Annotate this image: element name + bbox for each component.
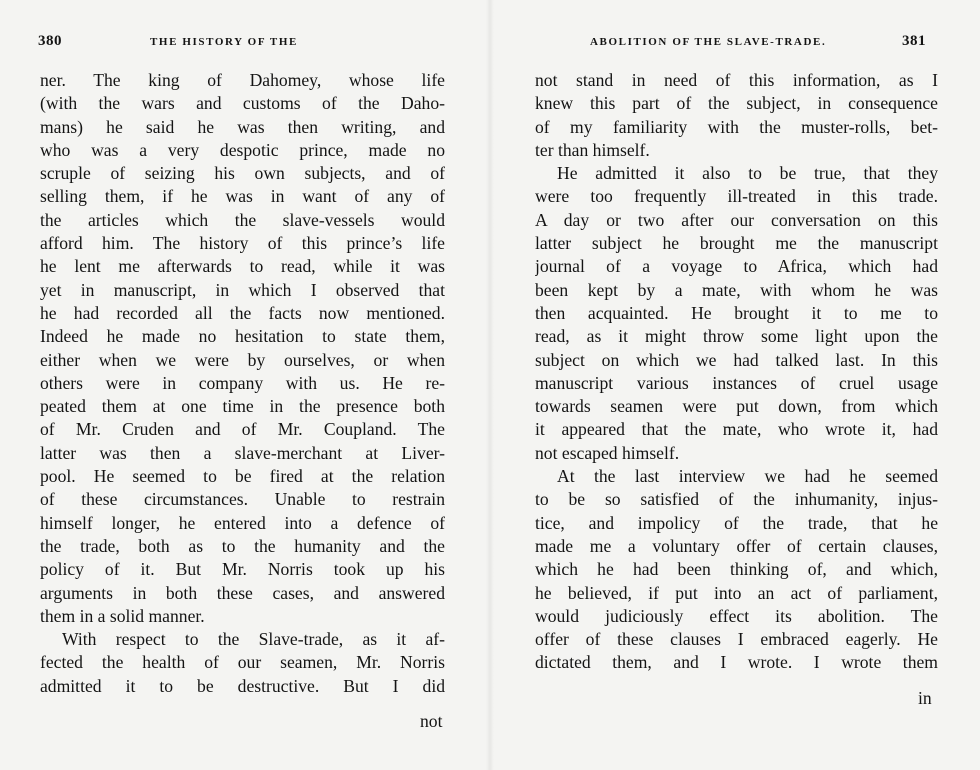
text-line: not escaped himself. xyxy=(535,442,680,463)
text-line: not stand in need of this information, as I xyxy=(535,70,938,90)
text-line: peated them at one time in the presence both xyxy=(40,396,445,417)
text-line: latter was then a slave-merchant at Liver- xyxy=(40,442,445,463)
text-line: of my familiarity with the muster-rolls, bet- xyxy=(535,116,938,137)
text-line: which he had been thinking of, and which, xyxy=(535,559,938,580)
text-line: arguments in both these cases, and answered xyxy=(40,582,445,603)
text-line: (with the wars and customs of the Daho- xyxy=(40,93,445,114)
text-line: pool. He seemed to be fired at the relation xyxy=(40,466,445,487)
text-line: selling them, if he was in want of any of xyxy=(40,186,445,207)
text-line: read, as it might throw some light upon the xyxy=(535,326,938,347)
text-line: of these circumstances. Unable to restrain xyxy=(40,489,445,510)
text-line: offer of these clauses I embraced eagerly. He xyxy=(535,629,938,650)
text-line: yet in manuscript, in which I observed that xyxy=(40,279,445,300)
text-line: A day or two after our conversation on this xyxy=(535,209,938,230)
text-line: them in a solid manner. xyxy=(40,605,205,626)
text-line: knew this part of the subject, in consequence xyxy=(535,93,938,114)
text-line: towards seamen were put down, from which xyxy=(535,396,938,417)
text-line: he lent me afterwards to read, while it was xyxy=(40,256,445,277)
right-running-head: ABOLITION OF THE SLAVE-TRADE. xyxy=(590,36,827,48)
text-line: of Mr. Cruden and of Mr. Coupland. The xyxy=(40,419,445,440)
left-page-body xyxy=(40,69,445,698)
text-line: himself longer, he entered into a defence of xyxy=(40,512,445,533)
text-line: afford him. The history of this prince’s life xyxy=(40,233,445,254)
text-line: ter than himself. xyxy=(535,139,650,160)
text-line: would judiciously effect its abolition. The xyxy=(535,605,938,626)
text-line: Indeed he made no hesitation to state them, xyxy=(40,326,445,347)
left-page-number: 380 xyxy=(38,33,62,49)
text-line: it appeared that the mate, who wrote it, had xyxy=(535,419,938,440)
right-page-body xyxy=(535,69,938,675)
text-line: policy of it. But Mr. Norris took up his xyxy=(40,559,445,580)
right-page-number: 381 xyxy=(902,33,926,49)
text-line: were too frequently ill-treated in this trade. xyxy=(535,186,938,207)
text-line: then acquainted. He brought it to me to xyxy=(535,302,938,323)
text-line: scruple of seizing his own subjects, and of xyxy=(40,163,445,184)
text-line: made me a voluntary offer of certain clauses, xyxy=(535,535,938,556)
text-line: he had recorded all the facts now mentioned. xyxy=(40,302,445,323)
text-line: journal of a voyage to Africa, which had xyxy=(535,256,938,277)
text-line: ner. The king of Dahomey, whose life xyxy=(40,70,445,90)
text-line: who was a very despotic prince, made no xyxy=(40,139,445,160)
text-line: fected the health of our seamen, Mr. Norris xyxy=(40,652,445,673)
text-line: At the last interview we had he seemed xyxy=(557,466,938,487)
text-line: the trade, both as to the humanity and the xyxy=(40,535,445,556)
right-catchword: in xyxy=(918,688,932,708)
text-line: He admitted it also to be true, that they xyxy=(557,163,938,184)
text-line: either when we were by ourselves, or when xyxy=(40,349,445,370)
left-running-head: THE HISTORY OF THE xyxy=(150,36,298,48)
text-line: to be so satisfied of the inhumanity, injus- xyxy=(535,489,938,510)
text-line: been kept by a mate, with whom he was xyxy=(535,279,938,300)
text-line: latter subject he brought me the manuscript xyxy=(535,233,938,254)
text-line: manuscript various instances of cruel usage xyxy=(535,372,938,393)
text-line: tice, and impolicy of the trade, that he xyxy=(535,512,938,533)
text-line: the articles which the slave-vessels would xyxy=(40,209,445,230)
text-line: admitted it to be destructive. But I did xyxy=(40,675,445,696)
text-line: With respect to the Slave-trade, as it af- xyxy=(62,629,445,650)
text-line: he believed, if put into an act of parliament, xyxy=(535,582,938,603)
text-line: subject on which we had talked last. In this xyxy=(535,349,938,370)
text-line: mans) he said he was then writing, and xyxy=(40,116,445,137)
left-catchword: not xyxy=(420,711,443,731)
right-page xyxy=(490,0,980,770)
text-line: others were in company with us. He re- xyxy=(40,372,445,393)
text-line: dictated them, and I wrote. I wrote them xyxy=(535,652,938,673)
